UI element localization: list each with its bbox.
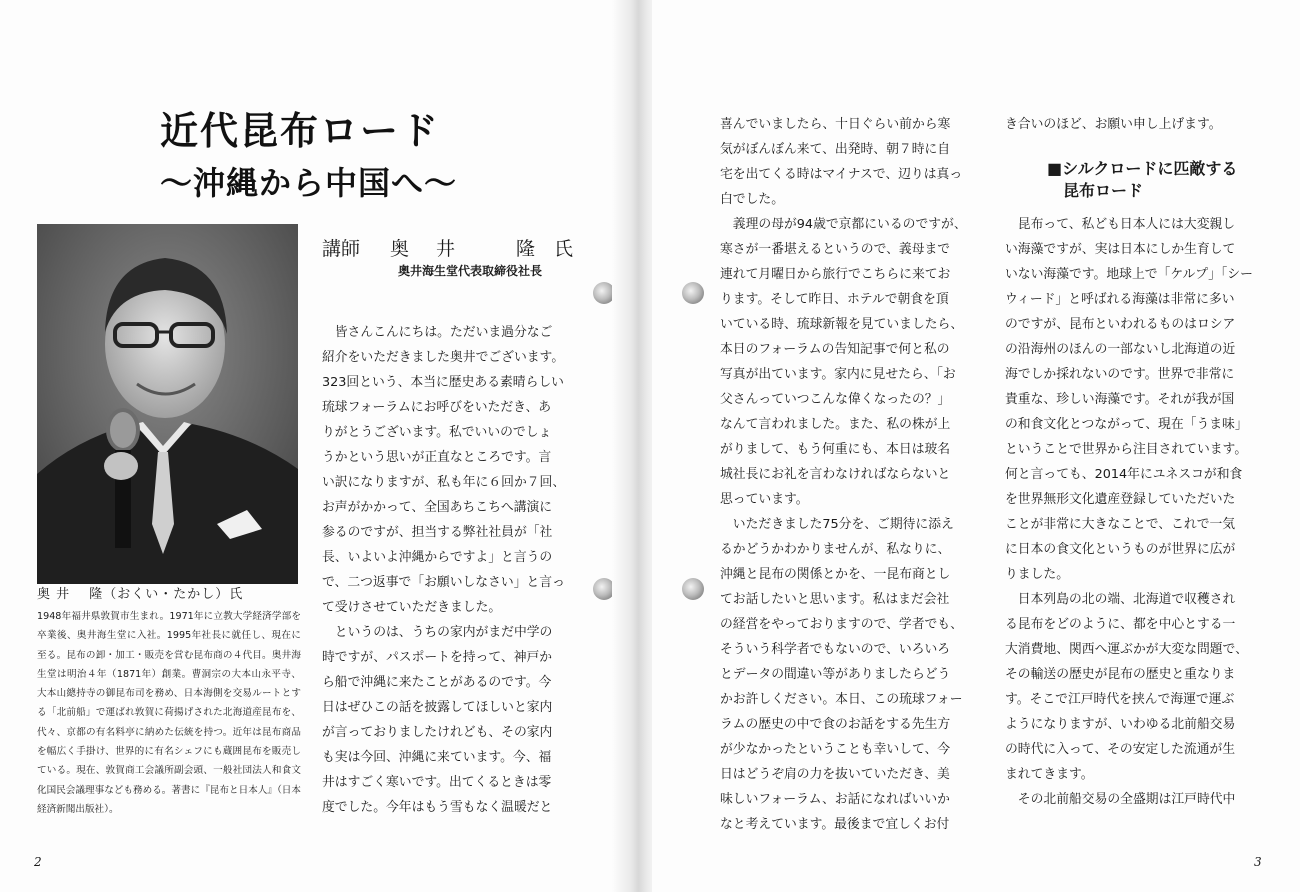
body-line: で、二つ返事で「お願いしなさい」と言っ [322, 575, 565, 590]
body-line: かお許しください。本日、この琉球フォー [720, 692, 963, 707]
binding-hole [682, 578, 704, 600]
body-line: ことが非常に大きなことで、これで一気 [1005, 517, 1236, 532]
body-line: まれてきます。 [1005, 767, 1094, 782]
body-line: 皆さんこんにちは。ただいま過分なご [322, 325, 553, 340]
lecturer-position: 奥井海生堂代表取締役社長 [398, 264, 543, 278]
body-line: 気がぼんぼん来て、出発時、朝７時に自 [720, 142, 951, 157]
body-line: とデータの間違い等がありましたらどう [720, 667, 951, 682]
body-line: を世界無形文化遺産登録していただいた [1005, 492, 1236, 507]
section-heading-line: ■シルクロードに匹敵する [1047, 159, 1238, 178]
body-line: 紹介をいただきました奥井でございます。 [322, 350, 565, 365]
body-line: 昆布って、私ども日本人には大変親し [1005, 217, 1236, 232]
body-line: 日はどうぞ肩の力を抜いていただき、美 [720, 767, 950, 782]
body-line: 思っています。 [720, 492, 809, 507]
section-heading-line: 昆布ロード [1047, 181, 1144, 200]
lecturer-role: 講師 [322, 238, 361, 260]
body-column-left [322, 320, 586, 820]
article-subtitle: ～沖縄から中国へ～ [160, 164, 458, 202]
body-line: いただきました75分を、ご期待に添え [720, 517, 954, 532]
lecturer-line [322, 234, 573, 261]
body-line: 度でした。今年はもう雪もなく温暖だと [322, 800, 553, 815]
body-line: その北前船交易の全盛期は江戸時代中 [1005, 792, 1236, 807]
right-page [652, 0, 1300, 892]
speaker-bio: 1948年福井県敦賀市生まれ。1971年に立教大学経済学部を卒業後、奥井海生堂に入社。1995年社長に就任し、現在に至る。昆布の卸・加工・販売を営む昆布商の４代目。奥井海生堂は明治４年（1871年）創業。曹洞宗の大本山永平寺、大本山總持寺の御昆布司を務め、日本海側を交易ルートとする「北前船」で運ばれ敦賀に荷揚げされた北海道産昆布を、代々、京都の有名料亭に納めた伝統を持つ。近年は昆布商品を幅広く手掛け、世界的に有名シェフにも蔵囲昆布を販売している。現在、敦賀商工会議所副会頭、一般社団法人和食文化国民会議理事なども務める。著書に『昆布と日本人』（日本経済新聞出版社）。 [37, 611, 301, 815]
body-line: の沿海州のほんの一部ないし北海道の近 [1005, 342, 1236, 357]
body-line: 味しいフォーラム、お話になればいいか [720, 792, 950, 807]
lecturer-name-part: 隆 [516, 238, 536, 260]
body-column-middle [720, 112, 984, 837]
body-line: 日はぜひこの話を披露してほしいと家内 [322, 700, 553, 715]
body-line: うかという思いが正直なところです。言 [322, 450, 552, 465]
body-line: てお話したいと思います。私はまだ会社 [720, 592, 950, 607]
body-line: が言っておりましたけれども、その家内 [322, 725, 553, 740]
body-line: 海でしか採れないのです。世界で非常に [1005, 367, 1235, 382]
body-line: の経営をやっておりますので、学者でも、 [720, 617, 963, 632]
lecturer-name-part: 奥 [390, 238, 410, 260]
body-line: も実は今回、沖縄に来ています。今、福 [322, 750, 552, 765]
article-title: 近代昆布ロード [160, 108, 441, 153]
body-line: 義理の母が94歳で京都にいるのですが、 [720, 217, 967, 232]
body-line: 写真が出ています。家内に見せたら、「お [720, 367, 956, 382]
body-line: 参るのですが、担当する弊社社員が「社 [322, 525, 553, 540]
body-line: そういう科学者でもないので、いろいろ [720, 642, 951, 657]
body-line: 父さんっていつこんな偉くなったの？」 [720, 392, 951, 407]
body-line: いない海藻です。地球上で「ケルプ」「シー [1005, 267, 1253, 282]
body-line: ということで世界から注目されています。 [1005, 442, 1248, 457]
body-line: というのは、うちの家内がまだ中学の [322, 625, 553, 640]
left-page [0, 0, 634, 892]
body-line: 連れて月曜日から旅行でこちらに来てお [720, 267, 951, 282]
body-line: がりまして、もう何重にも、本日は玻名 [720, 442, 951, 457]
body-line: 白でした。 [720, 192, 784, 207]
body-column-right [1005, 112, 1269, 812]
body-line: りました。 [1005, 567, 1069, 582]
body-line: なんて言われました。また、私の株が上 [720, 417, 951, 432]
body-line: 長、いよいよ沖縄からですよ」と言うの [322, 550, 553, 565]
body-line: りがとうございます。私でいいのでしょ [322, 425, 552, 440]
body-line: の時代に入って、その安定した流通が生 [1005, 742, 1236, 757]
page-number: 2 [34, 855, 42, 869]
body-line: のですが、昆布といわれるものはロシア [1005, 317, 1236, 332]
body-line: 時ですが、パスポートを持って、神戸か [322, 650, 553, 665]
body-line: 琉球フォーラムにお呼びをいただき、あ [322, 400, 552, 415]
page-number: 3 [1254, 855, 1262, 869]
section-heading [1047, 158, 1237, 202]
body-line: 井はすごく寒いです。出てくるときは零 [322, 775, 552, 790]
body-line: お声がかかって、全国あちこちへ講演に [322, 500, 553, 515]
body-line: る昆布をどのように、都を中心とする一 [1005, 617, 1236, 632]
body-line: に日本の食文化というものが世界に広が [1005, 542, 1236, 557]
lecturer-name-part: 井 [436, 238, 456, 260]
speaker-caption: 奥 井 隆（おくい・たかし）氏 [37, 587, 244, 602]
body-line: いている時、琉球新報を見ていましたら、 [720, 317, 964, 332]
binding-hole [682, 282, 704, 304]
body-line: 本日のフォーラムの告知記事で何と私の [720, 342, 950, 357]
body-line: 寒さが一番堪えるというので、義母まで [720, 242, 951, 257]
body-line: い海藻ですが、実は日本にしか生育して [1005, 242, 1236, 257]
body-line: 大消費地、関西へ運ぶかが大変な問題で、 [1005, 642, 1248, 657]
body-line: が少なかったということも幸いして、今 [720, 742, 951, 757]
body-line: 日本列島の北の端、北海道で収穫され [1005, 592, 1236, 607]
body-line: の和食文化とつながって、現在「うま味」 [1005, 417, 1248, 432]
body-line: 貴重な、珍しい海藻です。それが我が国 [1005, 392, 1235, 407]
body-line: す。そこで江戸時代を挟んで海運で運ぶ [1005, 692, 1235, 707]
body-line: き合いのほど、お願い申し上げます。 [1005, 117, 1222, 132]
body-line: ラムの歴史の中で食のお話をする先生方 [720, 717, 951, 732]
body-line: 323回という、本当に歴史ある素晴らしい [322, 375, 564, 390]
body-line: 喜んでいましたら、十日ぐらい前から寒 [720, 117, 951, 132]
body-line: ウィード」と呼ばれる海藻は非常に多い [1005, 292, 1235, 307]
body-line: い訳になりますが、私も年に６回か７回、 [322, 475, 566, 490]
body-line: ります。そして昨日、ホテルで朝食を頂 [720, 292, 949, 307]
body-line: その輸送の歴史が昆布の歴史と重なりま [1005, 667, 1236, 682]
lecturer-name-part: 氏 [554, 238, 574, 260]
speaker-photo [37, 224, 298, 584]
body-line: 沖縄と昆布の関係とかを、一昆布商とし [720, 567, 951, 582]
body-line: 何と言っても、2014年にユネスコが和食 [1005, 467, 1243, 482]
body-line: るかどうかわかりませんが、私なりに、 [720, 542, 951, 557]
body-line: ら船で沖縄に来たことがあるのです。今 [322, 675, 552, 690]
body-line: なと考えています。最後まで宜しくお付 [720, 817, 950, 832]
body-line: て受けさせていただきました。 [322, 600, 502, 615]
body-line: 城社長にお礼を言わなければならないと [720, 467, 951, 482]
body-line: ようになりますが、いわゆる北前船交易 [1005, 717, 1236, 732]
body-line: 宅を出てくる時はマイナスで、辺りは真っ [720, 167, 963, 182]
